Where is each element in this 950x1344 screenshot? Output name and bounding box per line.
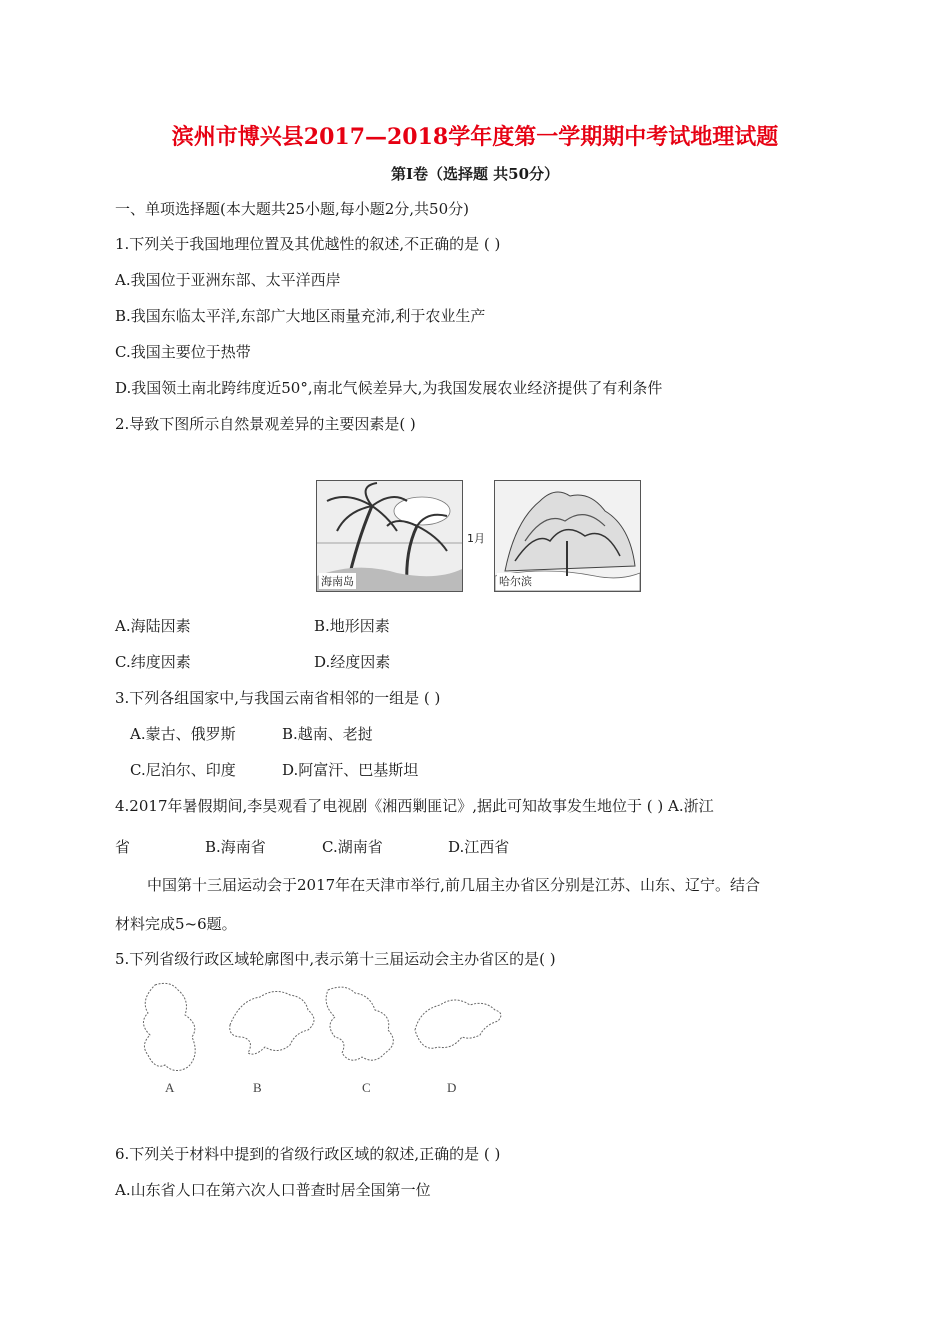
q2-option-b: B.地形因素 (314, 617, 390, 635)
q3-option-d: D.阿富汗、巴基斯坦 (282, 761, 419, 779)
q4-option-c: C.湖南省 (322, 838, 383, 856)
q1-stem: 1.下列关于我国地理位置及其优越性的叙述,不正确的是 ( ) (115, 235, 501, 253)
map-letter-c: C (362, 1080, 371, 1095)
province-outline-b (230, 991, 314, 1054)
q4-option-d: D.江西省 (448, 838, 510, 856)
material-line-1: 中国第十三届运动会于2017年在天津市举行,前几届主办省区分别是江苏、山东、辽宁。结合 (147, 876, 760, 894)
exam-title: 滨州市博兴县2017—2018学年度第一学期期中考试地理试题 (171, 124, 779, 150)
q2-figure-hainan (316, 480, 463, 592)
q2-figure-hainan-label: 海南岛 (321, 575, 354, 588)
q2-option-a: A.海陆因素 (115, 617, 191, 635)
q3-stem: 3.下列各组国家中,与我国云南省相邻的一组是 ( ) (115, 689, 441, 707)
map-letter-b: B (253, 1080, 262, 1095)
province-outline-c (326, 987, 393, 1060)
q3-option-b: B.越南、老挝 (282, 725, 373, 743)
section-heading: 一、单项选择题(本大题共25小题,每小题2分,共50分) (115, 200, 469, 218)
q1-option-a: A.我国位于亚洲东部、太平洋西岸 (115, 271, 341, 289)
q6-option-a: A.山东省人口在第六次人口普查时居全国第一位 (115, 1181, 431, 1199)
q2-figure-harbin-label: 哈尔滨 (499, 575, 532, 588)
q3-option-a: A.蒙古、俄罗斯 (130, 725, 236, 743)
q2-stem: 2.导致下图所示自然景观差异的主要因素是( ) (115, 415, 416, 433)
q2-option-d: D.经度因素 (314, 653, 391, 671)
q4-option-a-cont: 省 (115, 838, 131, 856)
exam-subtitle: 第Ⅰ卷（选择题 共50分） (390, 165, 560, 183)
province-outline-maps (130, 975, 510, 1085)
map-letter-d: D (447, 1080, 457, 1095)
q5-stem: 5.下列省级行政区域轮廓图中,表示第十三届运动会主办省区的是( ) (115, 950, 556, 968)
q4-option-b: B.海南省 (205, 838, 266, 856)
map-letter-a: A (165, 1080, 175, 1095)
province-outline-d (415, 1000, 501, 1048)
q2-option-c: C.纬度因素 (115, 653, 191, 671)
q2-figure-month-label: 1月 (467, 532, 485, 545)
q2-figure-harbin (494, 480, 641, 592)
material-line-2: 材料完成5~6题。 (115, 915, 237, 933)
q1-option-c: C.我国主要位于热带 (115, 343, 251, 361)
province-outline-a (143, 983, 195, 1070)
q1-option-d: D.我国领土南北跨纬度近50°,南北气候差异大,为我国发展农业经济提供了有利条件 (115, 379, 663, 397)
q3-option-c: C.尼泊尔、印度 (130, 761, 236, 779)
q6-stem: 6.下列关于材料中提到的省级行政区域的叙述,正确的是 ( ) (115, 1145, 501, 1163)
q1-option-b: B.我国东临太平洋,东部广大地区雨量充沛,利于农业生产 (115, 307, 486, 325)
q4-stem: 4.2017年暑假期间,李昊观看了电视剧《湘西剿匪记》,据此可知故事发生地位于 ( ) A.浙江 (115, 797, 714, 815)
